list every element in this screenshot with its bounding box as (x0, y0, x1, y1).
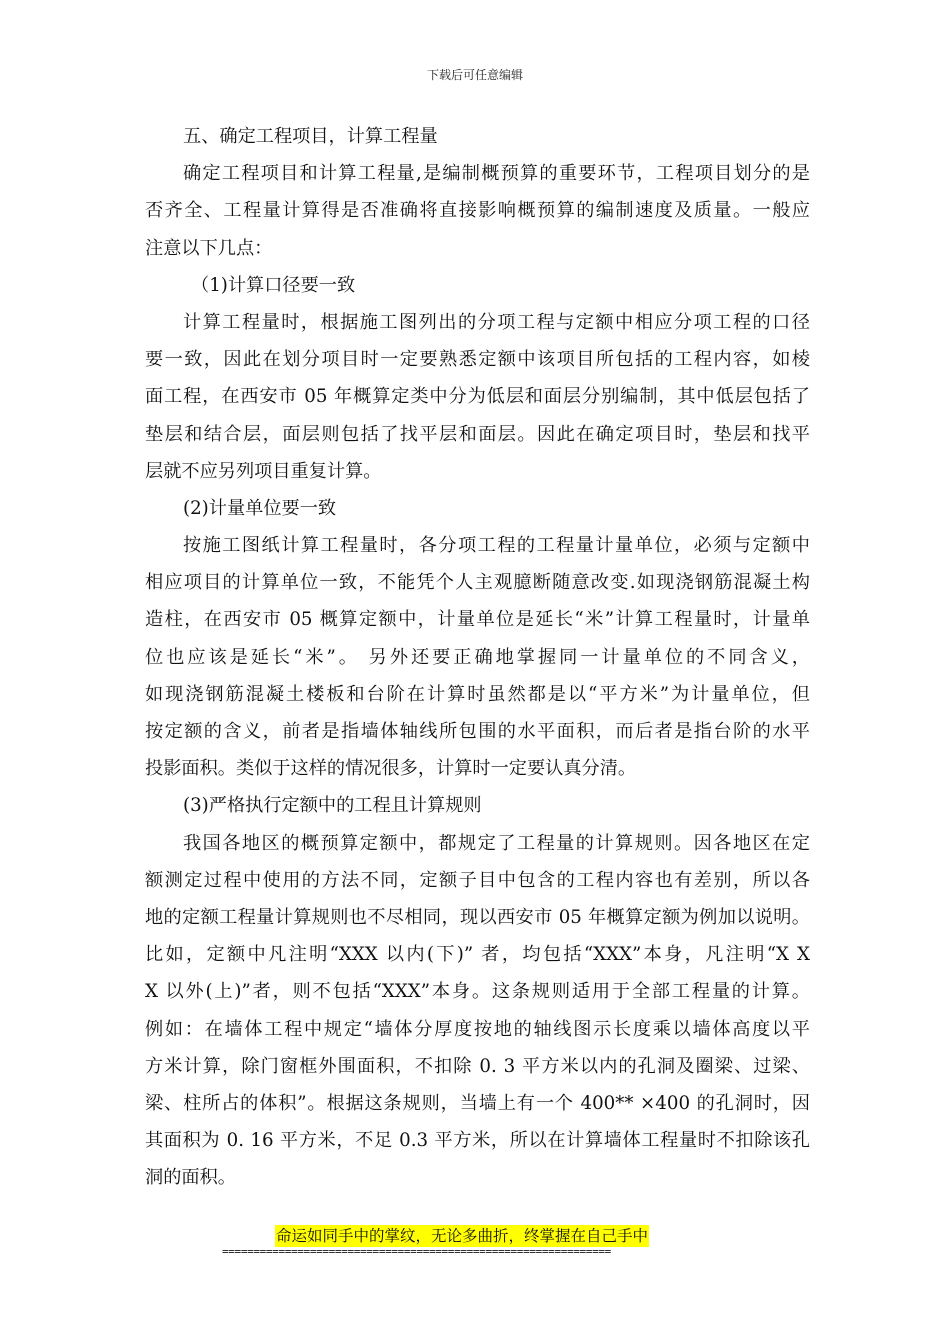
paragraph-line: 例如：在墙体工程中规定“墙体分厚度按地的轴线图示长度乘以墙体高度以平 (145, 1018, 810, 1040)
paragraph-line: 层就不应另列项目重复计算。 (145, 460, 382, 482)
paragraph-line: 位也应该是延长“米”。 另外还要正确地掌握同一计量单位的不同含义， (145, 646, 810, 668)
paragraph-line: 如现浇钢筋混凝土楼板和台阶在计算时虽然都是以“平方米”为计量单位，但 (145, 683, 810, 705)
paragraph-line: 要一致，因此在划分项目时一定要熟悉定额中该项目所包括的工程内容，如棱 (145, 349, 810, 371)
paragraph-line: 洞的面积。 (145, 1167, 236, 1189)
paragraph-line: 计算工程量时，根据施工图列出的分项工程与定额中相应分项工程的口径 (183, 311, 810, 333)
paragraph-line: 我国各地区的概预算定额中，都规定了工程量的计算规则。因各地区在定 (183, 832, 810, 854)
paragraph-line: 额测定过程中使用的方法不同，定额子目中包含的工程内容也有差别，所以各 (145, 869, 810, 891)
page-header: 下载后可任意编辑 (426, 68, 523, 82)
paragraph-line: 按施工图纸计算工程量时，各分项工程的工程量计量单位，必须与定额中 (183, 535, 810, 557)
subheading-1: （1)计算口径要一致 (191, 274, 356, 296)
paragraph-line: 相应项目的计算单位一致，不能凭个人主观臆断随意改变.如现浇钢筋混凝土构 (145, 572, 810, 594)
paragraph-line: 造柱，在西安市 05 概算定额中，计量单位是延长“米”计算工程量时，计量单 (145, 609, 810, 631)
paragraph-line: 梁、柱所占的体积”。根据这条规则，当墙上有一个 400** ×400 的孔洞时，因 (145, 1092, 810, 1114)
footer-motto: 命运如同手中的掌纹，无论多曲折，终掌握在自己手中 (276, 1227, 649, 1245)
paragraph-line: 投影面积。类似于这样的情况很多，计算时一定要认真分清。 (145, 758, 637, 780)
paragraph-line: 确定工程项目和计算工程量,是编制概预算的重要环节，工程项目划分的是 (183, 163, 810, 185)
footer-divider: ============================================================== (222, 1245, 611, 1258)
paragraph-line: 否齐全、工程量计算得是否准确将直接影响概预算的编制速度及质量。一般应 (145, 200, 810, 222)
paragraph-line: 按定额的含义，前者是指墙体轴线所包围的水平面积，而后者是指台阶的水平 (145, 721, 810, 742)
paragraph-line: 地的定额工程量计算规则也不尽相同，现以西安市 05 年概算定额为例加以说明。 (145, 906, 810, 928)
paragraph-line: 比如，定额中凡注明“XXX 以内(下)” 者，均包括“XXX”本身，凡注明“X X (145, 944, 810, 966)
subheading-2: (2)计量单位要一致 (183, 497, 337, 519)
paragraph-line: 其面积为 0. 16 平方米，不足 0.3 平方米，所以在计算墙体工程量时不扣除该孔 (145, 1130, 810, 1152)
subheading-3: (3)严格执行定额中的工程且计算规则 (183, 795, 482, 817)
paragraph-line: 垫层和结合层，面层则包括了找平层和面层。因此在确定项目时，垫层和找平 (145, 423, 810, 445)
document-body (145, 118, 810, 1196)
paragraph-line: X 以外(上)”者，则不包括“XXX”本身。这条规则适用于全部工程量的计算。 (145, 981, 810, 1003)
section-heading: 五、确定工程项目，计算工程量 (183, 126, 438, 147)
paragraph-line: 面工程，在西安市 05 年概算定类中分为低层和面层分别编制，其中低层包括了 (145, 386, 810, 408)
paragraph-line: 注意以下几点： (145, 237, 273, 259)
paragraph-line: 方米计算，除门窗框外围面积，不扣除 0. 3 平方米以内的孔洞及圈梁、过梁、 (145, 1055, 810, 1077)
